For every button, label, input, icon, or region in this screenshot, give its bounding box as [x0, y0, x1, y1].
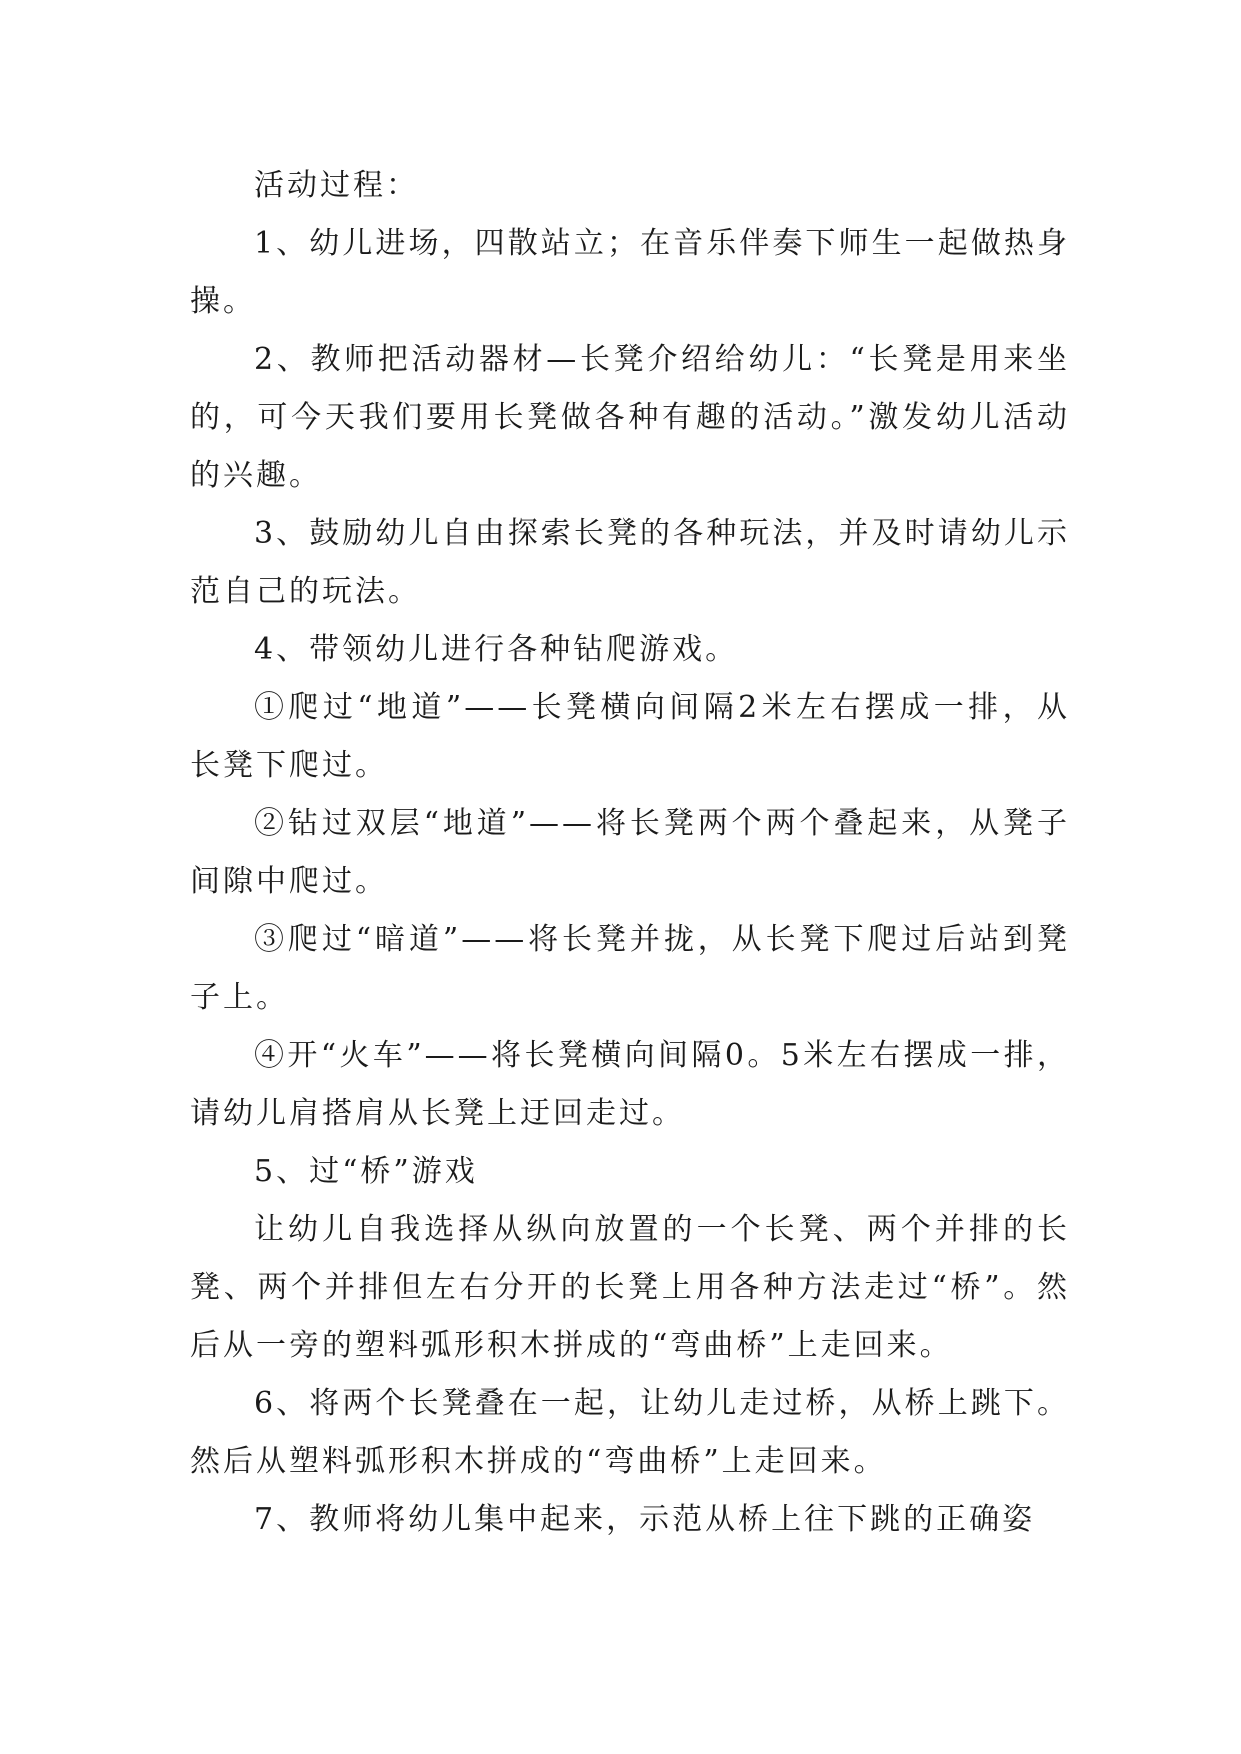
paragraph-step-5-detail: 让幼儿自我选择从纵向放置的一个长凳、两个并排的长凳、两个并排但左右分开的长凳上用各种方法走过“桥”。然后从一旁的塑料弧形积木拼成的“弯曲桥”上走回来。: [190, 1212, 1070, 1363]
paragraph-step-4-item-2: ②钻过双层“地道”——将长凳两个两个叠起来，从凳子间隙中爬过。: [190, 806, 1070, 899]
paragraph-step-4-item-1: ①爬过“地道”——长凳横向间隔2米左右摆成一排，从长凳下爬过。: [190, 690, 1070, 783]
paragraph-step-1: 1、幼儿进场，四散站立；在音乐伴奏下师生一起做热身操。: [190, 226, 1070, 319]
paragraph-step-2: 2、教师把活动器材—长凳介绍给幼儿：“长凳是用来坐的，可今天我们要用长凳做各种有趣的活动。”激发幼儿活动的兴趣。: [190, 342, 1070, 493]
document-body: [190, 157, 1070, 1549]
paragraph-heading: 活动过程：: [254, 168, 419, 203]
paragraph-step-6: 6、将两个长凳叠在一起，让幼儿走过桥，从桥上跳下。然后从塑料弧形积木拼成的“弯曲桥”上走回来。: [190, 1386, 1070, 1479]
paragraph-step-5: 5、过“桥”游戏: [254, 1154, 478, 1189]
paragraph-step-7: 7、教师将幼儿集中起来，示范从桥上往下跳的正确姿: [254, 1502, 1036, 1537]
paragraph-step-3: 3、鼓励幼儿自由探索长凳的各种玩法，并及时请幼儿示范自己的玩法。: [190, 516, 1070, 609]
paragraph-step-4-item-4: ④开“火车”——将长凳横向间隔0。5米左右摆成一排，请幼儿肩搭肩从长凳上迂回走过。: [190, 1038, 1070, 1131]
paragraph-step-4-item-3: ③爬过“暗道”——将长凳并拢，从长凳下爬过后站到凳子上。: [190, 922, 1070, 1015]
paragraph-step-4: 4、带领幼儿进行各种钻爬游戏。: [254, 632, 739, 667]
